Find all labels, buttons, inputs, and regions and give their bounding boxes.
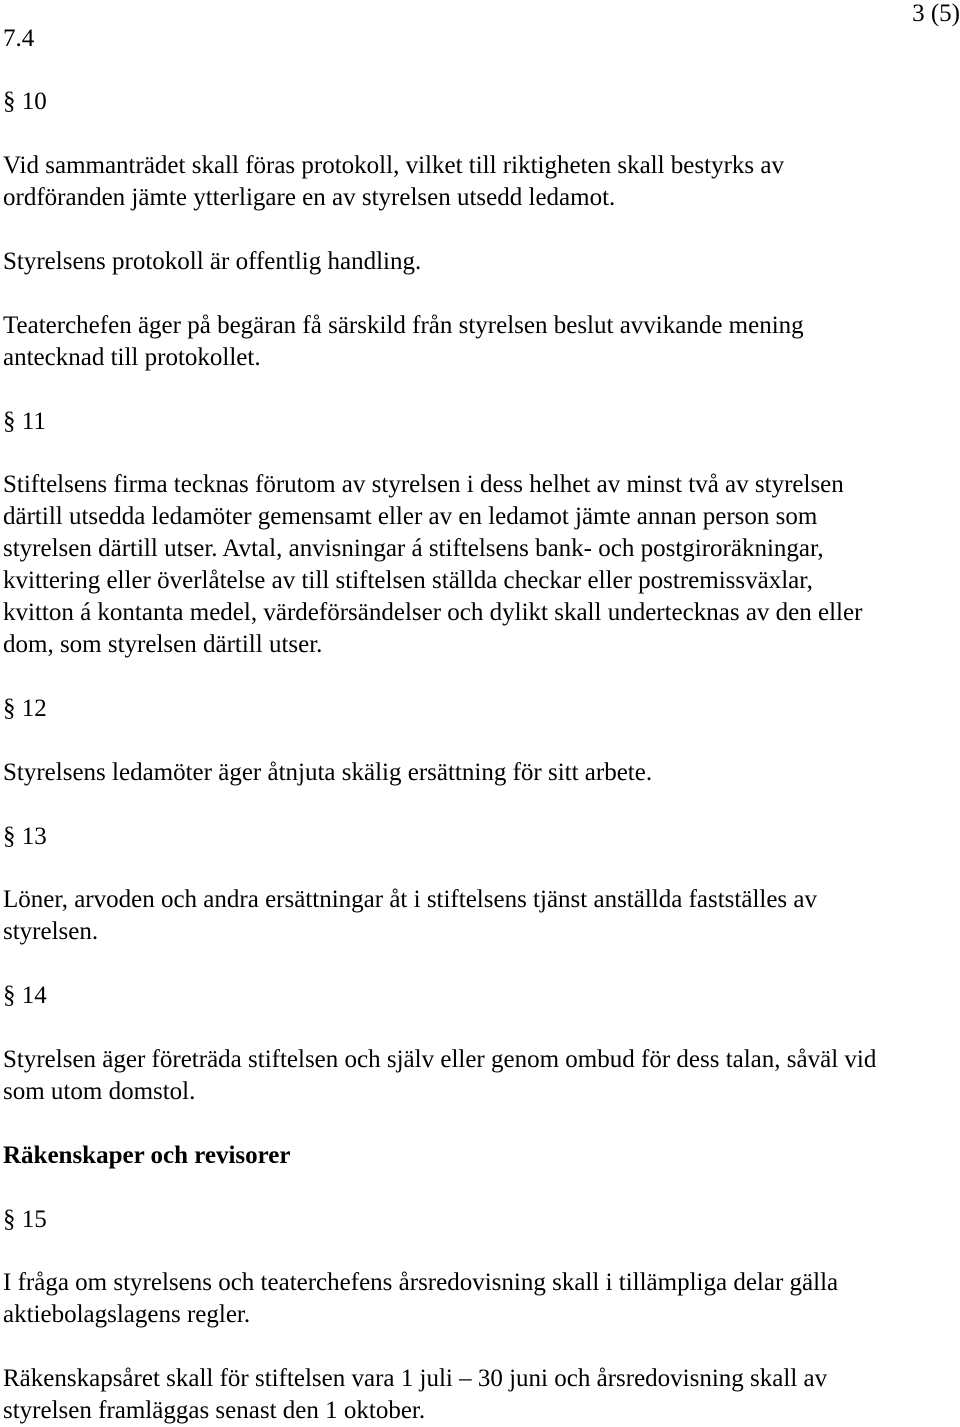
text-line: ordföranden jämte ytterligare en av styrelsen utsedd ledamot. [3, 184, 616, 211]
paragraph-14-text [3, 1044, 960, 1108]
paragraph-15-text-1 [3, 1267, 960, 1331]
text-line: styrelsen framläggas senast den 1 oktober. [3, 1397, 426, 1424]
paragraph-12-label: § 12 [3, 695, 47, 722]
paragraph-10-text-2 [3, 246, 960, 278]
text-line: I fråga om styrelsens och teaterchefens årsredovisning skall i tillämpliga delar gälla [3, 1269, 839, 1296]
paragraph-12-text [3, 757, 960, 789]
text-line: kvitton á kontanta medel, värdeförsändelser och dylikt skall undertecknas av den eller [3, 599, 863, 626]
text-line: Räkenskapsåret skall för stiftelsen vara 1 juli – 30 juni och årsredovisning skall av [3, 1365, 828, 1392]
paragraph-10-text-3 [3, 310, 960, 374]
paragraph-10-text-1 [3, 150, 960, 214]
paragraph-13-label: § 13 [3, 823, 47, 850]
text-line: antecknad till protokollet. [3, 344, 261, 371]
paragraph-14-label: § 14 [3, 982, 47, 1009]
text-line: styrelsen. [3, 918, 99, 945]
paragraph-10-label: § 10 [3, 88, 47, 115]
paragraph-11-label: § 11 [3, 408, 46, 435]
page-number: 3 (5) [912, 0, 960, 27]
paragraph-13-text [3, 884, 960, 948]
text-line: Styrelsens protokoll är offentlig handling. [3, 248, 422, 275]
section-heading: Räkenskaper och revisorer [3, 1142, 291, 1169]
text-line: Styrelsens ledamöter äger åtnjuta skälig ersättning för sitt arbete. [3, 759, 653, 786]
text-line: Teaterchefen äger på begäran få särskild från styrelsen beslut avvikande mening [3, 312, 804, 339]
text-line: som utom domstol. [3, 1078, 196, 1105]
text-line: kvittering eller överlåtelse av till stiftelsen ställda checkar eller postremissväxlar, [3, 567, 813, 594]
text-line: Löner, arvoden och andra ersättningar åt i stiftelsens tjänst anställda fastställes av [3, 886, 818, 913]
text-line: styrelsen därtill utser. Avtal, anvisningar á stiftelsens bank- och postgiroräkningar, [3, 535, 824, 562]
text-line: Vid sammanträdet skall föras protokoll, vilket till riktigheten skall bestyrks av [3, 152, 784, 179]
paragraph-11-text [3, 469, 960, 661]
text-line: därtill utsedda ledamöter gemensamt eller av en ledamot jämte annan person som [3, 503, 818, 530]
text-line: Stiftelsens firma tecknas förutom av styrelsen i dess helhet av minst två av styrelsen [3, 471, 844, 498]
text-line: dom, som styrelsen därtill utser. [3, 631, 323, 658]
section-reference: 7.4 [3, 25, 35, 52]
paragraph-15-text-2 [3, 1363, 960, 1427]
text-line: aktiebolagslagens regler. [3, 1301, 251, 1328]
paragraph-15-label: § 15 [3, 1206, 47, 1233]
text-line: Styrelsen äger företräda stiftelsen och själv eller genom ombud för dess talan, såväl vid [3, 1046, 877, 1073]
